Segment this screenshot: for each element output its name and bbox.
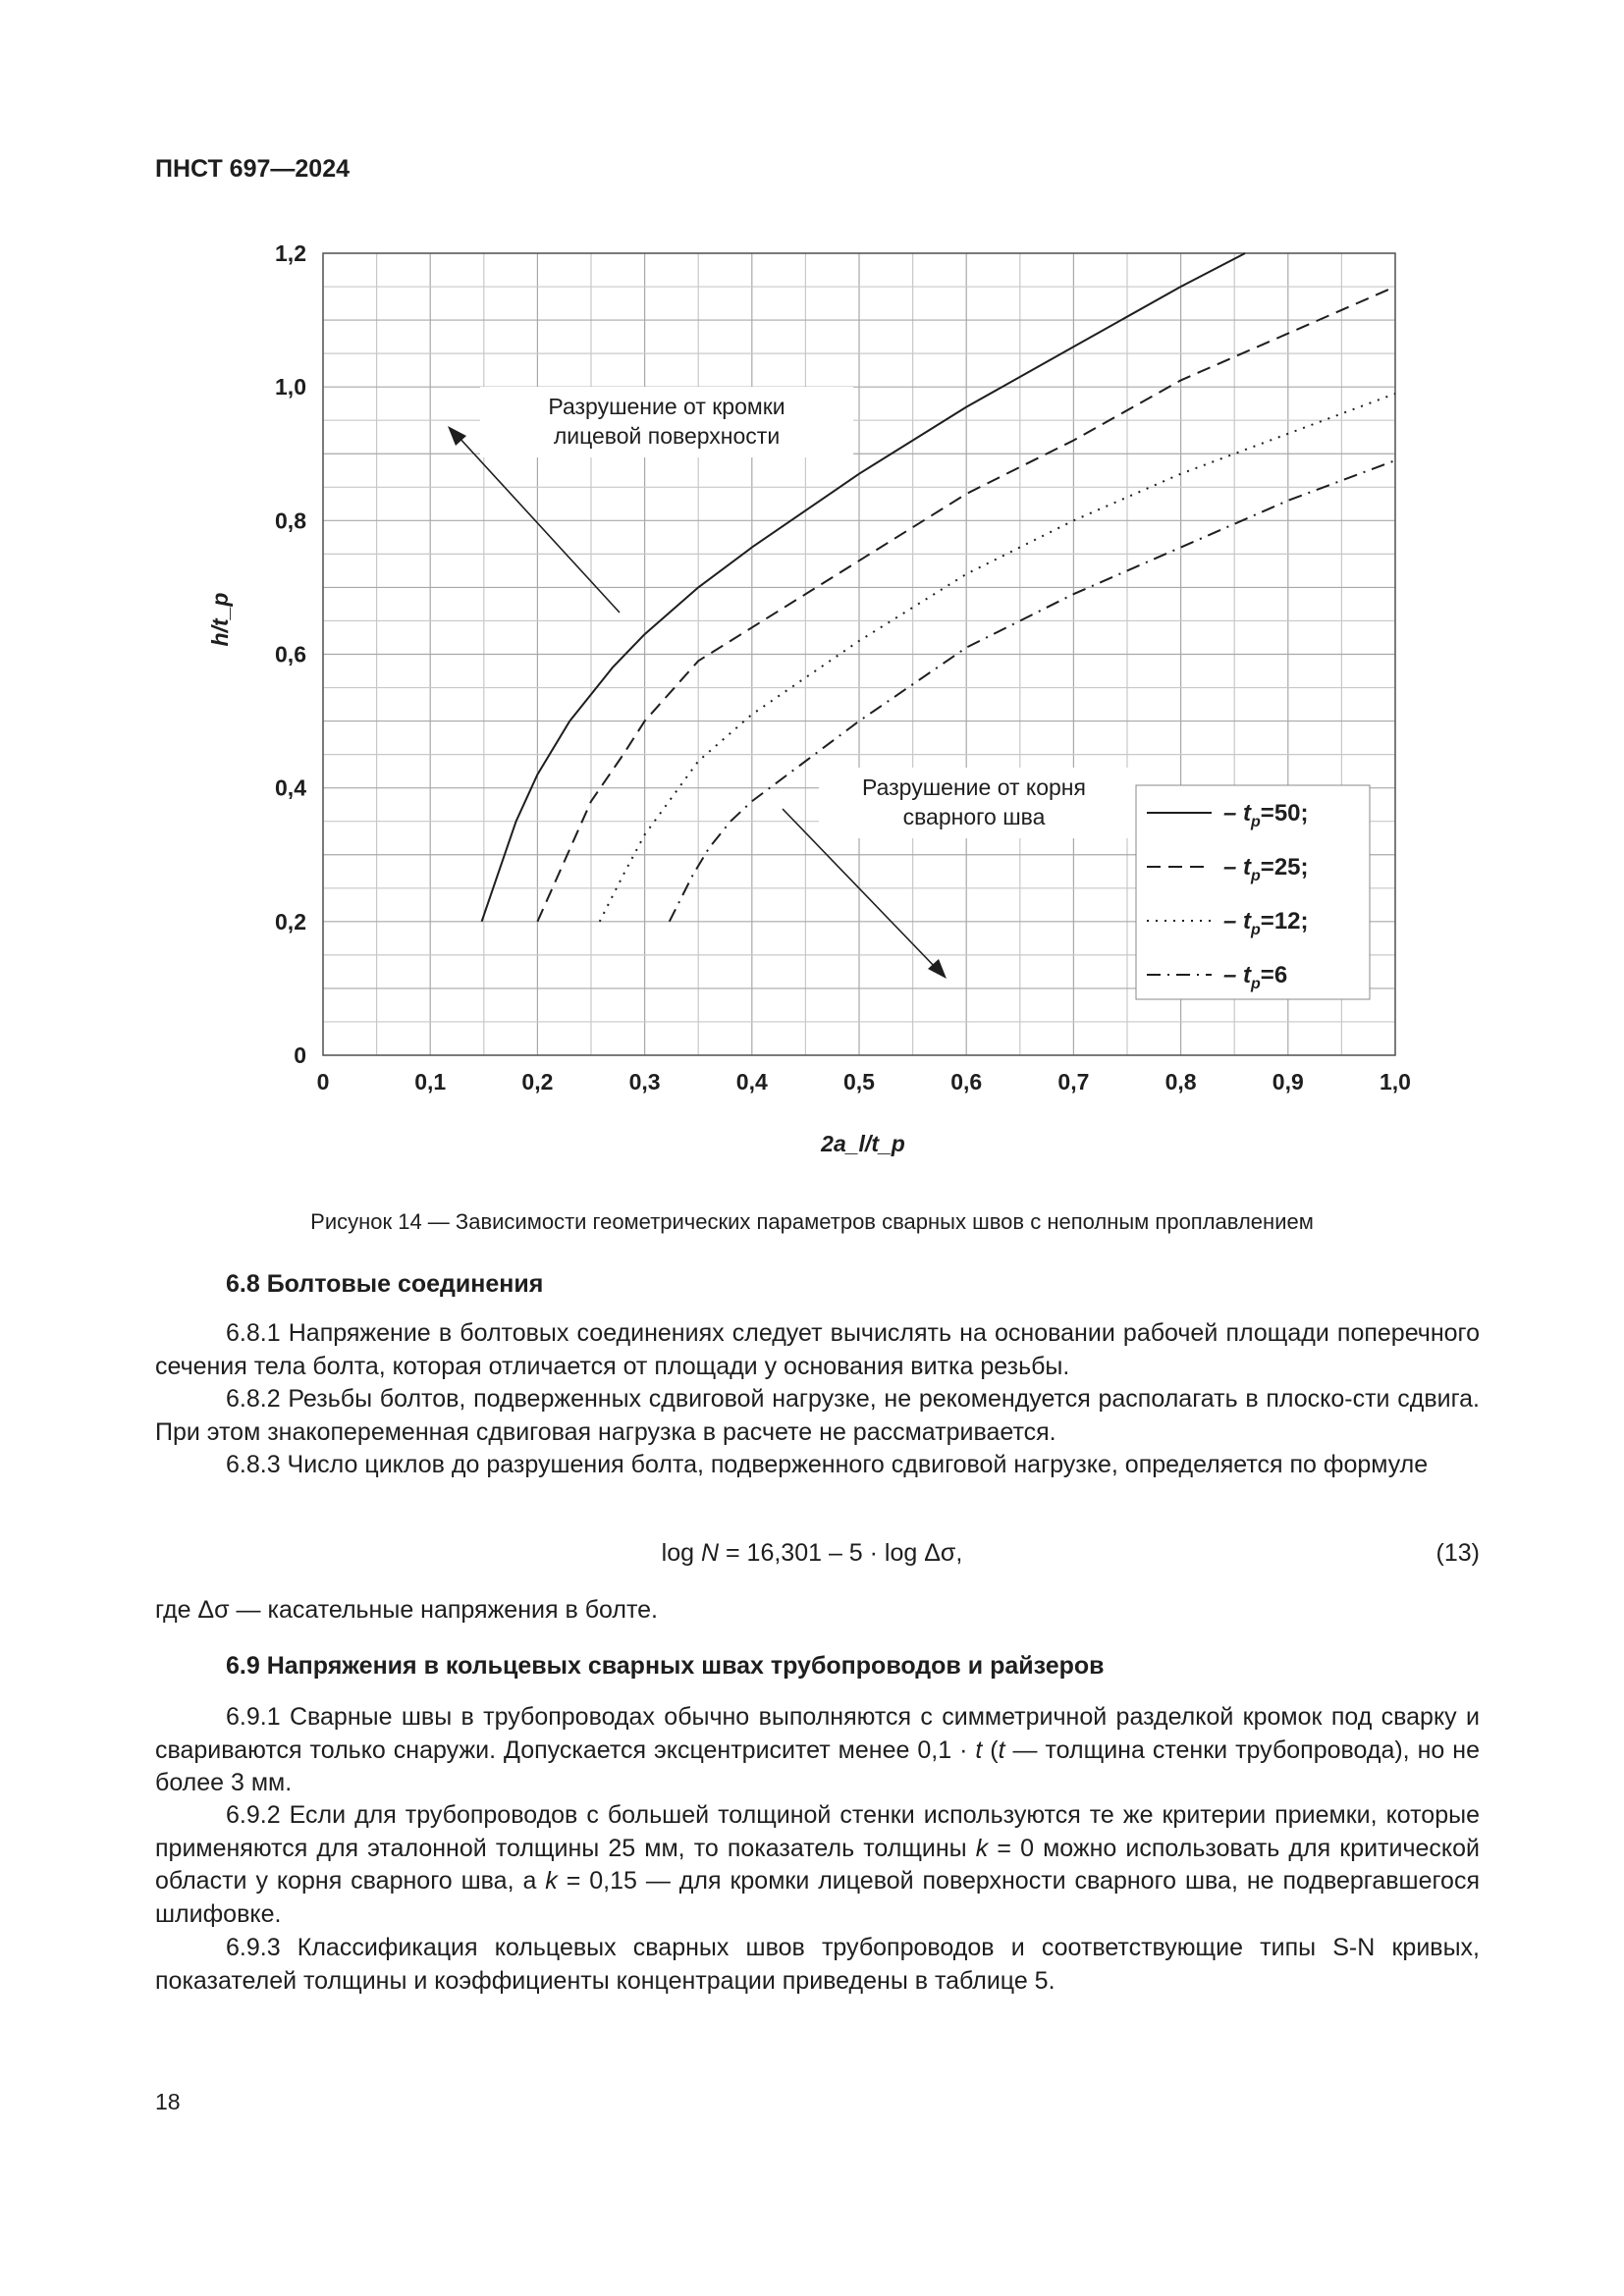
paragraph-6-8-1: 6.8.1 Напряжение в болтовых соединениях следует вычислять на основании рабочей площади поперечного сечения тела болта, которая отличается от площади у основания витка резьбы. <box>155 1319 1480 1380</box>
paragraph-6-9-1: 6.9.1 Сварные швы в трубопроводах обычно выполняются с симметричной разделкой кромок под сварку и свариваются только снаружи. Допускается эксцентриситет менее 0,1 · t (t — толщина стенки трубопровода), но не более 3 мм. <box>155 1703 1480 1797</box>
x-tick-label: 0 <box>316 1069 330 1095</box>
section-6-9-heading: 6.9 Напряжения в кольцевых сварных швах трубопроводов и райзеров <box>226 1652 1105 1680</box>
page-number: 18 <box>155 2089 181 2114</box>
formula-13: log N = 16,301 – 5 · log Δσ, <box>661 1539 963 1567</box>
x-tick-label: 1,0 <box>1380 1069 1411 1095</box>
annotation-top-line1: Разрушение от кромки <box>548 394 785 419</box>
y-tick-label: 0,2 <box>275 908 306 934</box>
figure-caption: Рисунок 14 — Зависимости геометрических параметров сварных швов с неполным проплавлением <box>310 1209 1314 1234</box>
paragraph-6-9-3: 6.9.3 Классификация кольцевых сварных швов трубопроводов и соответствующие типы S-N кривых, показателей толщины и коэффициенты концентрации приведены в таблице 5. <box>155 1934 1480 1995</box>
x-tick-label: 0,9 <box>1272 1069 1304 1095</box>
y-tick-label: 1,2 <box>275 240 306 266</box>
section-6-8-heading: 6.8 Болтовые соединения <box>226 1270 544 1298</box>
arrow-top-line <box>458 436 620 613</box>
annotation-bottom-line2: сварного шва <box>902 804 1046 829</box>
y-tick-label: 0,6 <box>275 641 306 667</box>
x-tick-label: 0,6 <box>950 1069 983 1095</box>
y-tick-label: 1,0 <box>275 374 306 400</box>
x-tick-label: 0,7 <box>1057 1069 1090 1095</box>
y-tick-label: 0,8 <box>275 507 306 534</box>
paragraph-6-8-3: 6.8.3 Число циклов до разрушения болта, подверженного сдвиговой нагрузке, определяется по формуле <box>226 1451 1429 1478</box>
paragraph-6-8-2: 6.8.2 Резьбы болтов, подверженных сдвиговой нагрузке, не рекомендуется располагать в плоско-сти сдвига. При этом знакопеременная сдвиговая нагрузка в расчете не рассматривается. <box>155 1385 1480 1446</box>
x-tick-label: 0,8 <box>1164 1069 1197 1095</box>
x-tick-label: 0,5 <box>843 1069 875 1095</box>
equation-number: (13) <box>1435 1539 1480 1567</box>
x-tick-label: 0,4 <box>735 1069 768 1095</box>
x-tick-label: 0,2 <box>521 1069 554 1095</box>
y-tick-label: 0 <box>294 1042 306 1068</box>
x-tick-label: 0,1 <box>414 1069 447 1095</box>
x-axis-label: 2a_l/t_p <box>821 1131 905 1156</box>
x-tick-label: 0,3 <box>628 1069 661 1095</box>
legend-label: – $t_p=25$; <box>1223 854 1309 884</box>
y-axis-label: h/t_p <box>207 592 233 647</box>
legend-label: – $t_p=6$ <box>1223 962 1288 992</box>
formula-explanation: где Δσ — касательные напряжения в болте. <box>155 1596 658 1624</box>
annotation-top-line2: лицевой поверхности <box>553 423 781 449</box>
annotation-bottom-line1: Разрушение от корня <box>862 774 1086 800</box>
legend-label: – $t_p=12$; <box>1223 908 1309 938</box>
document-code: ПНСТ 697—2024 <box>155 155 350 183</box>
legend-label: – $t_p=50$; <box>1223 800 1309 830</box>
y-tick-label: 0,4 <box>275 774 306 801</box>
paragraph-6-9-2: 6.9.2 Если для трубопроводов с большей толщиной стенки используются те же критерии приемки, которые применяются для эталонной толщины 25 мм, то показатель толщины k = 0 можно использовать для критической области у корня сварного шва, а k = 0,15 — для кромки лицевой поверхности сварного шва, не подвергавшегося шлифовке. <box>155 1801 1480 1928</box>
